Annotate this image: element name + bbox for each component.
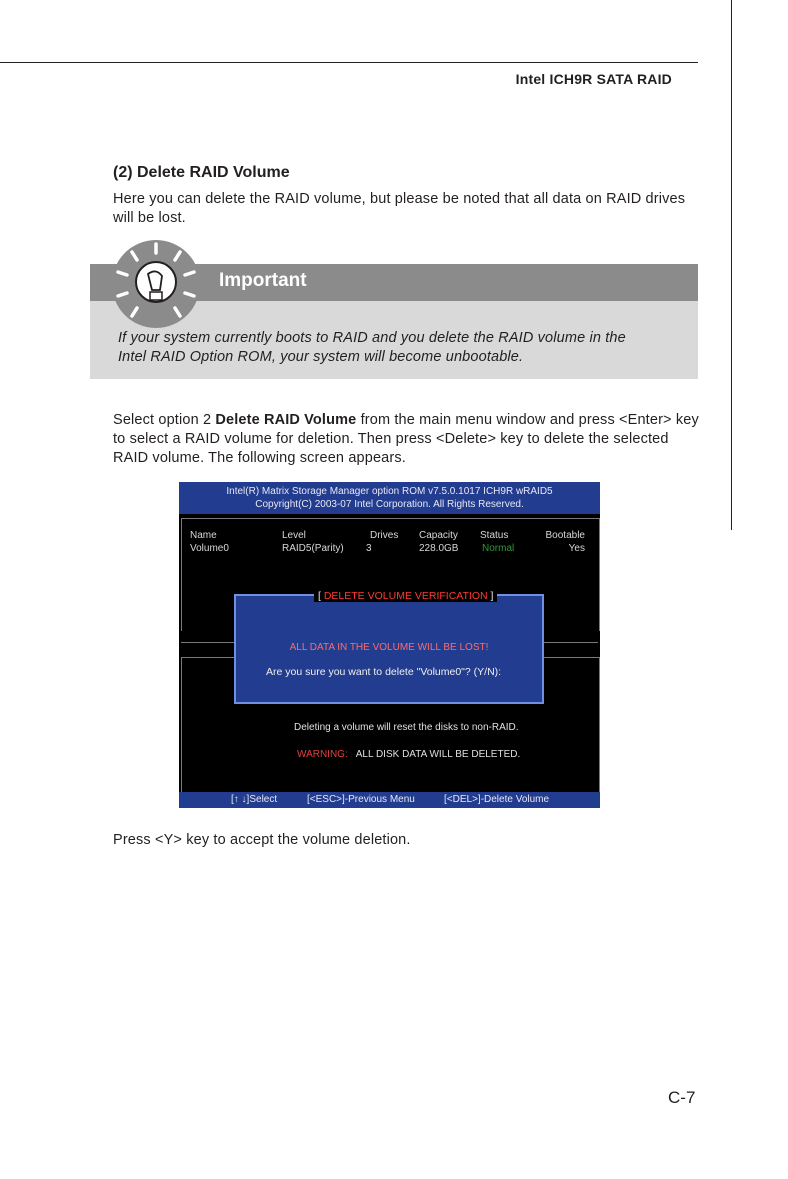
bios-title-bar [179, 482, 600, 514]
bios-title-line-2: Copyright(C) 2003-07 Intel Corporation. All Rights Reserved. [255, 499, 524, 510]
dialog-title: [ DELETE VOLUME VERIFICATION ] [314, 590, 497, 602]
row-level: RAID5(Parity) [282, 543, 344, 554]
important-label: Important [219, 270, 307, 291]
page-number: C-7 [668, 1088, 696, 1107]
running-header: Intel ICH9R SATA RAID [515, 71, 672, 87]
row-status: Normal [482, 543, 515, 554]
closing-paragraph: Press <Y> key to accept the volume deletion. [113, 832, 411, 848]
important-text [118, 329, 693, 367]
col-name: Name [190, 530, 217, 541]
important-line-1: If your system currently boots to RAID and you delete the RAID volume in the [118, 330, 626, 346]
bios-screenshot [179, 482, 600, 808]
section-title: (2) Delete RAID Volume [113, 164, 290, 181]
dialog-prompt: Are you sure you want to delete "Volume0"? (Y/N): [266, 666, 502, 678]
top-rule [0, 62, 698, 63]
col-capacity: Capacity [419, 530, 458, 541]
warning-text: ALL DISK DATA WILL BE DELETED. [355, 749, 521, 760]
row-drives: 3 [366, 543, 372, 554]
warning-label: WARNING: [297, 749, 348, 760]
instructions-suffix: from the main menu window and press <Enter> key to select a RAID volume for deletion. Then press <Delete> key to delete the selected RAID volume. The following screen appears. [113, 412, 699, 466]
dialog-title-text: DELETE VOLUME VERIFICATION [323, 590, 488, 602]
instructions-bold: Delete RAID Volume [215, 412, 357, 428]
instructions-paragraph [113, 411, 703, 468]
row-capacity: 228.0GB [419, 543, 459, 554]
footer-del: [<DEL>]-Delete Volume [444, 794, 550, 805]
footer-esc: [<ESC>]-Previous Menu [307, 794, 415, 805]
intro-paragraph: Here you can delete the RAID volume, but please be noted that all data on RAID drives will be lost. [113, 191, 686, 226]
delete-verification-dialog [234, 594, 544, 704]
bios-title-line-1: Intel(R) Matrix Storage Manager option ROM v7.5.0.1017 ICH9R wRAID5 [226, 486, 553, 497]
lightbulb-hand-icon [110, 238, 202, 330]
dialog-warning: ALL DATA IN THE VOLUME WILL BE LOST! [289, 642, 489, 653]
col-level: Level [282, 530, 306, 541]
footer-select: [↑ ↓]Select [231, 794, 278, 805]
bios-footer [179, 792, 600, 808]
important-line-2: Intel RAID Option ROM, your system will become unbootable. [118, 349, 524, 365]
col-status: Status [480, 530, 509, 541]
row-bootable: Yes [568, 543, 585, 554]
instructions-prefix: Select option 2 [113, 412, 216, 428]
col-drives: Drives [370, 530, 399, 541]
bios-message: Deleting a volume will reset the disks to non-RAID. [294, 722, 519, 733]
side-rule [731, 0, 732, 530]
col-bootable: Bootable [545, 530, 585, 541]
row-name: Volume0 [190, 543, 229, 554]
bios-warning [297, 749, 520, 760]
